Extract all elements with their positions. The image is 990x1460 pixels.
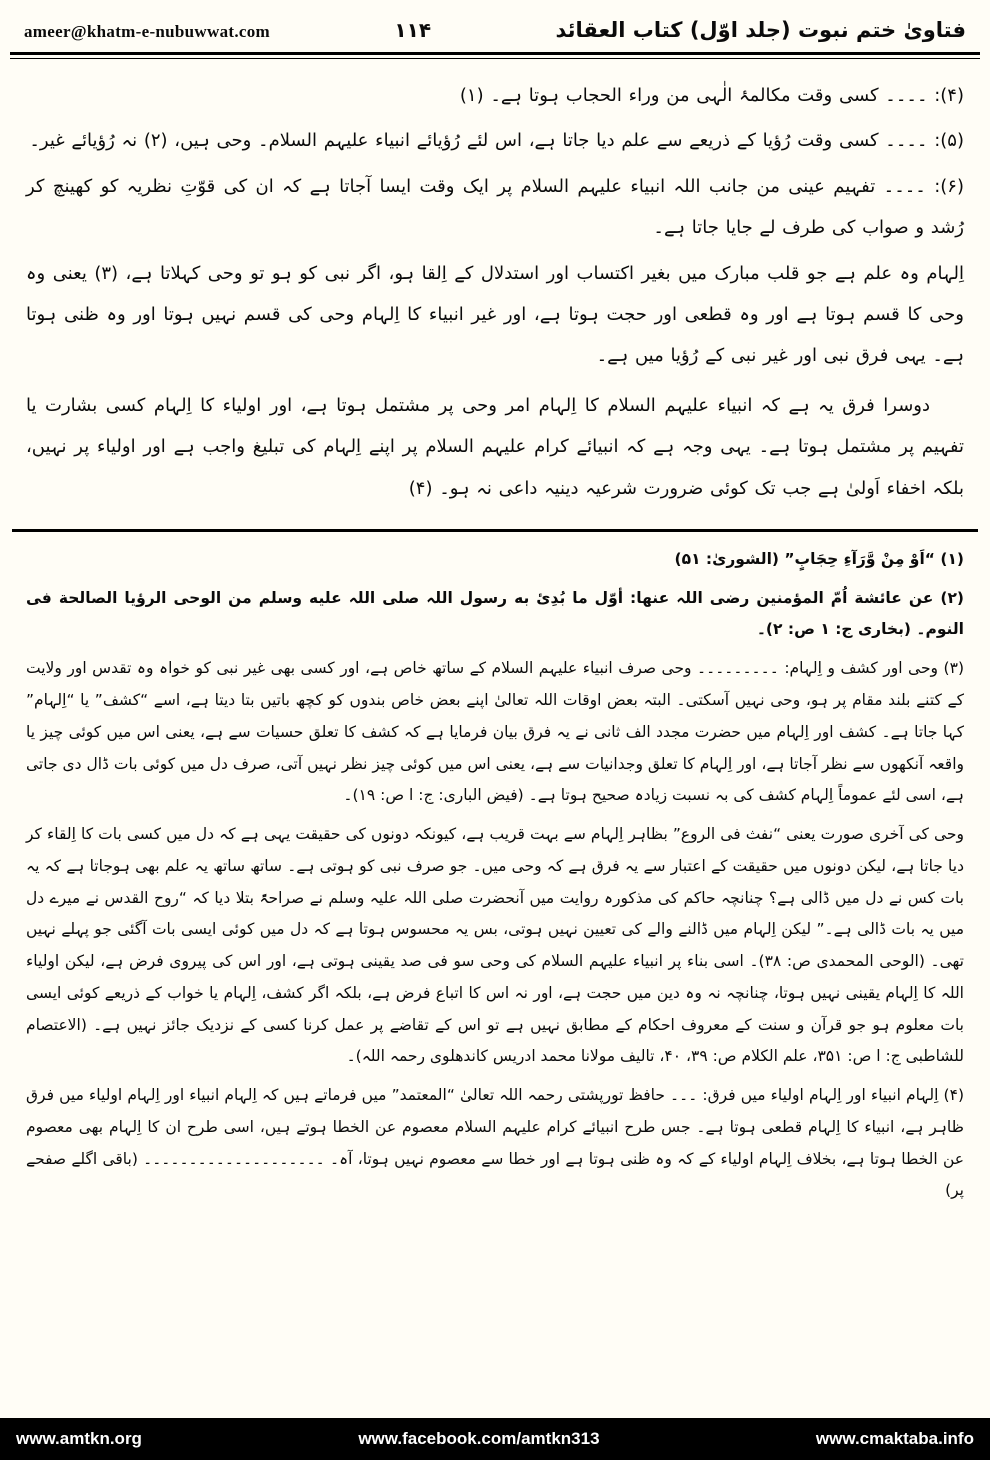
page-number: ۱۱۴ <box>394 18 432 42</box>
header-email: ameer@khatm-e-nubuwwat.com <box>24 22 270 41</box>
footnote-4: (۴) اِلہام انبیاء اور اِلہام اولیاء میں فرق: ۔۔۔ حافظ تورپشتی رحمہ اللہ تعالیٰ “المعتمد” میں فرماتے ہیں کہ اِلہام انبیاء اور اِلہام اولیاء میں فرق ظاہر ہے، انبیاء کا اِلہام قطعی ہوتا ہے۔ جس طرح انبیائے کرام علیہم السلام معصوم عن الخطا ہوتے ہیں، اسی طرح ان کا اِلہام بھی معصوم عن الخطا ہوتا ہے، بخلاف اِلہام اولیاء کے کہ وہ ظنی ہوتا ہے اور خطا سے معصوم نہیں ہوتا، آہ۔ ۔۔۔۔۔۔۔۔۔۔۔۔۔۔۔۔۔۔۔۔ (باقی اگلے صفحے پر) <box>26 1086 964 1200</box>
header-divider <box>10 52 980 59</box>
footnotes-divider <box>12 529 978 532</box>
footnotes-section <box>0 540 990 1274</box>
page-header <box>0 0 990 50</box>
body-paragraph-4: اِلہام وہ علم ہے جو قلب مبارک میں بغیر اکتساب اور استدلال کے اِلقا ہو، اگر نبی کو ہو تو وحی کہلاتا ہے، (۳) یعنی وہ وحی کا قسم ہوتا ہے اور وہ قطعی اور حجت ہوتا ہے، اور غیر انبیاء کا اِلہام وحی کی قسم نہیں ہوتا اور وہ ظنی ہوتا ہے۔ یہی فرق نبی اور غیر نبی کے رُؤیا میں ہے۔ <box>26 262 964 367</box>
body-content <box>0 59 990 519</box>
footer-link-cmaktaba: www.cmaktaba.info <box>815 1429 974 1448</box>
body-paragraph-1: (۴): ۔۔۔۔ کسی وقت مکالمۂ الٰہی من وراء الحجاب ہوتا ہے۔ (۱) <box>459 85 964 106</box>
footnote-1: (۱) “اَوْ مِنْ وَّرَآءِ حِجَابٍ” (الشوریٰ: ۵۱) <box>674 549 964 568</box>
body-paragraph-5: دوسرا فرق یہ ہے کہ انبیاء علیہم السلام کا اِلہام امر وحی پر مشتمل ہوتا ہے، اور اولیاء کا اِلہام کسی بشارت یا تفہیم پر مشتمل ہوتا ہے۔ یہی وجہ ہے کہ انبیائے کرام علیہم السلام پر اپنے اِلہام کی تبلیغ واجب ہے اور اولیاء پر نہیں، بلکہ اخفاء اَولیٰ ہے جب تک کوئی ضرورت شرعیہ دینیہ داعی نہ ہو۔ (۴) <box>26 394 964 499</box>
footnote-2: (۲) عن عائشة اُمّ المؤمنین رضی اللہ عنها: أوّل ما بُدِئ به رسول اللہ صلی اللہ علیه وسلم من الوحی الرؤیا الصالحة فی النوم۔ (بخاری ج: ۱ ص: ۲)۔ <box>26 588 964 639</box>
footnote-3-continued: وحی کی آخری صورت یعنی “نفث فی الروع” بظاہر اِلہام سے بہت قریب ہے، کیونکہ دونوں کی حقیقت یہی ہے کہ دل میں کسی بات کا اِلقاء کر دیا جاتا ہے، لیکن دونوں میں حقیقت کے اعتبار سے یہ فرق ہے کہ وحی میں۔ جو صرف نبی کو ہوتی ہے۔ ساتھ ساتھ یہ علم بھی ہوجاتا ہے کہ یہ بات کس نے دل میں ڈالی ہے؟ چنانچہ حاکم کی مذکورہ روایت میں آنحضرت صلی اللہ علیہ وسلم نے صراحۃً بتلا دیا کہ “روح القدس نے میرے دل میں یہ بات ڈالی ہے۔” لیکن اِلہام میں ڈالنے والے کی تعیین نہیں ہوتی، بس یہ محسوس ہوتا ہے کہ دل میں کوئی ایسی بات آگئی جو پہلے نہیں تھی۔ (الوحی المحمدی ص: ۳۸)۔ اسی بناء پر انبیاء علیہم السلام کی وحی سو فی صد یقینی ہوتی ہے، اور اس کی پیروی فرض ہے، لیکن اولیاء اللہ کا اِلہام یقینی نہیں ہوتا، چنانچہ نہ وہ دین میں حجت ہے، اور نہ اس کا اتباع فرض ہے، بلکہ اگر کشف، اِلہام یا خواب کے ذریعے کوئی ایسی بات معلوم ہو جو قرآن و سنت کے معروف احکام کے مطابق نہیں ہے تو اس کے تقاضے پر عمل کرنا کسی کے نزدیک جائز نہیں ہے۔ (الاعتصام للشاطبی ج: ا ص: ۳۵۱، علم الکلام ص: ۳۹، ۴۰، تالیف مولانا محمد ادریس کاندھلوی رحمہ اللہ)۔ <box>26 825 964 1066</box>
footer-link-amtkn: www.amtkn.org <box>16 1429 142 1448</box>
footnote-3: (۳) وحی اور کشف و اِلہام: ۔۔۔۔۔۔۔۔۔ وحی صرف انبیاء علیہم السلام کے ساتھ خاص ہے، اور کسی بھی غیر نبی کو خواہ وہ تقدس اور ولایت کے کتنے بلند مقام پر ہو، وحی نہیں آسکتی۔ البتہ بعض اوقات اللہ تعالیٰ اپنے بعض خاص بندوں کو کچھ باتیں بتا دیتا ہے، اسے “کشف” یا “اِلہام” کہا جاتا ہے۔ کشف اور اِلہام میں حضرت مجدد الف ثانی نے یہ فرق بیان فرمایا ہے کہ کشف کا تعلق حسیات سے ہے، یعنی اس میں کوئی چیز یا واقعہ آنکھوں سے نظر آجاتا ہے، اور اِلہام کا تعلق وجدانیات سے ہے، یعنی اس میں کوئی چیز نظر نہیں آتی، صرف دل میں کوئی بات ڈال دی جاتی ہے، اسی لئے عموماً اِلہام کشف کی بہ نسبت زیادہ صحیح ہوتا ہے۔ (فیض الباری: ج: ا ص: ۱۹)۔ <box>26 659 964 805</box>
body-paragraph-3: (۶): ۔۔۔۔ تفہیم عینی من جانب اللہ انبیاء علیہم السلام پر ایک وقت ایسا آجاتا ہے کہ ان کی قوّتِ نظریہ کو کھینچ کر رُشد و صواب کی طرف لے جایا جاتا ہے۔ <box>26 175 964 239</box>
footer-link-facebook: www.facebook.com/amtkn313 <box>358 1429 600 1448</box>
body-paragraph-2: (۵): ۔۔۔۔ کسی وقت رُؤیا کے ذریعے سے علم دیا جاتا ہے، اس لئے رُؤیائے انبیاء علیہم السلام۔ وحی ہیں، (۲) نہ رُؤیائے غیر۔ <box>29 130 964 152</box>
book-title: فتاویٰ ختم نبوت (جلد اوّل) کتاب العقائد <box>555 18 966 42</box>
footer-bar <box>0 1418 990 1460</box>
